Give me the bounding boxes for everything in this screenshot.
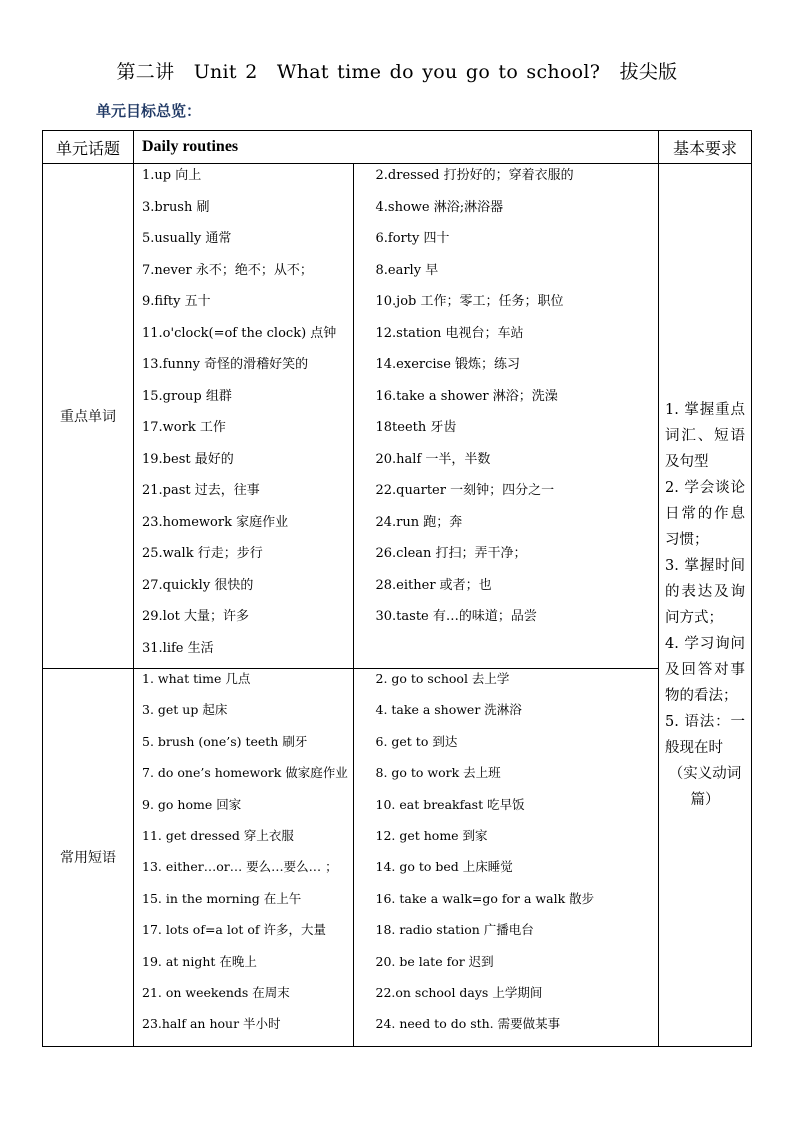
vocab-row — [134, 605, 659, 637]
vocab-row — [134, 227, 659, 259]
requirement-item: （实义动词篇） — [668, 765, 742, 808]
phrases-row — [134, 920, 659, 951]
vocab-item-right: 18teeth 牙齿 — [375, 420, 457, 435]
phrases-row — [134, 1014, 659, 1045]
vocab-item-left: 9.fifty 五十 — [134, 290, 353, 322]
vocab-item-left: 19.best 最好的 — [134, 448, 353, 480]
vocab-item-right: 24.run 跑；奔 — [375, 514, 463, 530]
vocab-row-label: 重点单词 — [43, 164, 134, 669]
vocab-item-left: 1.up 向上 — [134, 164, 353, 196]
phrases-row — [134, 826, 659, 857]
phrase-item-right: 16. take a walk=go for a walk 散步 — [375, 890, 595, 906]
vocab-item-left: 5.usually 通常 — [134, 227, 353, 259]
vocab-item-left: 7.never 永不；绝不；从不； — [134, 259, 353, 291]
vocab-list — [134, 164, 659, 668]
vocab-row — [134, 259, 659, 291]
phrases-row-label: 常用短语 — [43, 669, 134, 1047]
vocab-item-left: 13.funny 奇怪的滑稽好笑的 — [134, 353, 353, 385]
phrases-row — [134, 983, 659, 1014]
phrase-item-right: 22.on school days 上学期间 — [375, 984, 543, 1000]
phrase-item-left: 13. either…or… 要么…要么… ； — [134, 857, 353, 888]
phrase-item-left: 21. on weekends 在周末 — [134, 983, 353, 1014]
phrases-row — [134, 889, 659, 920]
vocab-item-left: 17.work 工作 — [134, 416, 353, 448]
topic-label-cell: 单元话题 — [43, 131, 134, 164]
phrase-item-left: 3. get up 起床 — [134, 700, 353, 731]
section-subtitle: 单元目标总览： — [96, 102, 202, 120]
vocab-item-left: 15.group 组群 — [134, 385, 353, 417]
vocab-row — [134, 416, 659, 448]
requirements-cell — [659, 164, 752, 1047]
vocab-item-right: 28.either 或者；也 — [375, 577, 492, 593]
phrase-item-right: 12. get home 到家 — [375, 827, 488, 843]
phrase-item-left: 15. in the morning 在上午 — [134, 889, 353, 920]
phrases-row — [134, 669, 659, 700]
vocab-item-right: 4.showe 淋浴;淋浴器 — [375, 199, 504, 215]
vocab-item-right: 2.dressed 打扮好的；穿着衣服的 — [375, 168, 574, 183]
vocab-row — [134, 353, 659, 385]
vocab-row — [134, 542, 659, 574]
vocab-row — [134, 290, 659, 322]
phrase-item-left: 11. get dressed 穿上衣服 — [134, 826, 353, 857]
phrases-row — [134, 857, 659, 888]
vocab-item-right: 12.station 电视台；车站 — [375, 325, 524, 341]
phrases-row — [134, 795, 659, 826]
vocab-item-right: 22.quarter 一刻钟；四分之一 — [375, 483, 555, 498]
phrase-item-right: 4. take a shower 洗淋浴 — [375, 702, 522, 718]
phrase-item-right: 18. radio station 广播电台 — [375, 922, 534, 938]
phrases-row — [134, 763, 659, 794]
vocab-row — [134, 385, 659, 417]
requirement-item: 4. 学习询问及回答对事物的看法； — [665, 635, 745, 704]
vocab-item-left: 23.homework 家庭作业 — [134, 511, 353, 543]
vocab-row — [134, 196, 659, 228]
requirement-item: 3. 掌握时间的表达及询问方式； — [665, 557, 745, 626]
vocab-item-left: 29.lot 大量；许多 — [134, 605, 353, 637]
phrase-item-right: 2. go to school 去上学 — [375, 671, 510, 686]
vocab-row — [134, 322, 659, 354]
phrase-item-left: 19. at night 在晚上 — [134, 952, 353, 983]
phrase-item-left: 9. go home 回家 — [134, 795, 353, 826]
vocab-item-right: 20.half 一半，半数 — [375, 451, 491, 467]
vocab-item-left: 31.life 生活 — [134, 637, 353, 669]
vocab-item-right — [353, 637, 659, 669]
phrase-item-right: 6. get to 到达 — [375, 733, 458, 749]
phrases-row — [134, 952, 659, 983]
vocab-item-right: 8.early 早 — [375, 262, 439, 278]
phrase-item-left: 5. brush (one’s) teeth 刷牙 — [134, 732, 353, 763]
phrase-item-left: 1. what time 几点 — [134, 669, 353, 700]
phrase-item-right: 10. eat breakfast 吃早饭 — [375, 796, 525, 812]
phrase-item-right: 8. go to work 去上班 — [375, 765, 501, 781]
phrase-item-right: 20. be late for 迟到 — [375, 953, 494, 969]
vocab-row — [134, 164, 659, 196]
vocab-row — [134, 448, 659, 480]
phrase-item-right: 14. go to bed 上床睡觉 — [375, 859, 513, 875]
phrases-list — [134, 669, 659, 1046]
requirement-item: 5. 语法：一般现在时 — [665, 713, 745, 756]
phrase-item-left: 17. lots of=a lot of 许多，大量 — [134, 920, 353, 951]
requirement-item: 1. 掌握重点词汇、短语及句型 — [665, 401, 745, 470]
vocab-item-left: 21.past 过去，往事 — [134, 479, 353, 511]
vocab-item-right: 16.take a shower 淋浴；洗澡 — [375, 388, 558, 404]
vocab-cell — [134, 164, 659, 669]
requirement-item: 2. 学会谈论日常的作息习惯； — [665, 479, 745, 548]
vocab-item-left: 11.o'clock(=of the clock) 点钟 — [134, 322, 353, 354]
vocab-item-right: 10.job 工作；零工；任务；职位 — [375, 294, 564, 309]
vocab-item-left: 3.brush 刷 — [134, 196, 353, 228]
phrases-cell — [134, 669, 659, 1047]
phrase-item-right: 24. need to do sth. 需要做某事 — [375, 1016, 561, 1032]
vocab-row — [134, 511, 659, 543]
vocab-item-right: 26.clean 打扫；弄干净； — [375, 546, 527, 561]
vocab-item-left: 25.walk 行走；步行 — [134, 542, 353, 574]
vocab-item-right: 6.forty 四十 — [375, 231, 450, 246]
vocab-item-right: 30.taste 有…的味道；品尝 — [375, 609, 537, 624]
vocab-item-left: 27.quickly 很快的 — [134, 574, 353, 606]
phrase-item-left: 23.half an hour 半小时 — [134, 1014, 353, 1045]
requirements-label-cell: 基本要求 — [659, 131, 752, 164]
phrases-row — [134, 732, 659, 763]
phrase-item-left: 7. do one’s homework 做家庭作业 — [134, 763, 353, 794]
vocab-row — [134, 637, 659, 669]
unit-overview-table — [42, 130, 752, 1047]
vocab-item-right: 14.exercise 锻炼；练习 — [375, 357, 521, 372]
vocab-row — [134, 574, 659, 606]
topic-value-cell: Daily routines — [134, 131, 659, 164]
phrases-row — [134, 700, 659, 731]
page-title: 第二讲 Unit 2 What time do you go to school? 拔尖版 — [116, 61, 678, 83]
vocab-row — [134, 479, 659, 511]
